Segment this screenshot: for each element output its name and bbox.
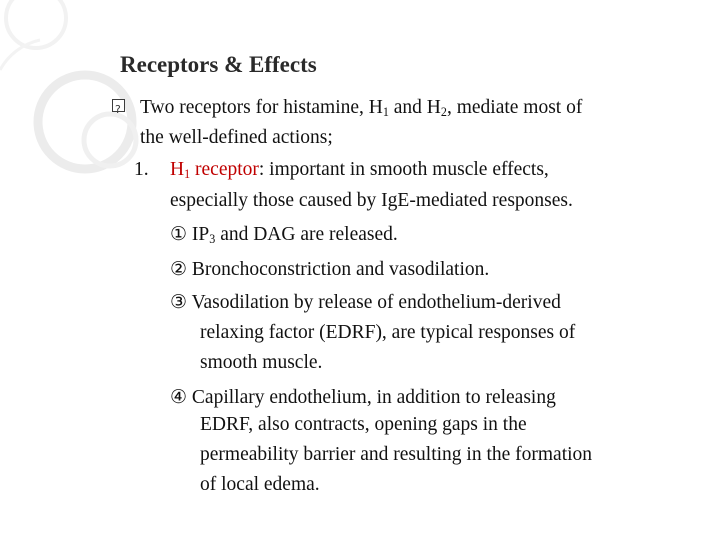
circled-1-marker: ① <box>170 223 188 245</box>
point-4-line-3: permeability barrier and resulting in the formation <box>200 444 593 465</box>
point-4-line-2: EDRF, also contracts, opening gaps in the <box>200 414 527 435</box>
circled-4-marker: ④ <box>170 386 188 408</box>
intro-line-1: Two receptors for histamine, $H_1$ and $H_2$, mediate most of <box>140 97 583 120</box>
slide-title: Receptors & Effects <box>120 52 317 77</box>
square-bullet-icon <box>112 99 125 112</box>
intro-line-2: the well-defined actions; <box>140 127 333 148</box>
circled-2-marker: ② <box>170 258 188 280</box>
h1-receptor-term: $H_1$ receptor <box>170 159 259 182</box>
point-4-line-1: ④ Capillary endothelium, in addition to releasing <box>170 386 556 408</box>
item-number: 1. <box>134 159 149 180</box>
point-3-line-3: smooth muscle. <box>200 352 323 373</box>
item1-line-2: especially those caused by IgE-mediated responses. <box>170 190 573 211</box>
circled-3-marker: ③ <box>170 291 188 313</box>
point-1: ① $IP_3$ and DAG are released. <box>170 223 398 247</box>
point-3-line-2: relaxing factor (EDRF), are typical responses of <box>200 322 576 343</box>
point-2: ② Bronchoconstriction and vasodilation. <box>170 258 490 280</box>
point-4-line-4: of local edema. <box>200 474 320 495</box>
point-3-line-1: ③ Vasodilation by release of endothelium-derived <box>170 291 561 313</box>
item1-line-1: $H_1$ receptor: important in smooth muscle effects, <box>170 159 549 182</box>
